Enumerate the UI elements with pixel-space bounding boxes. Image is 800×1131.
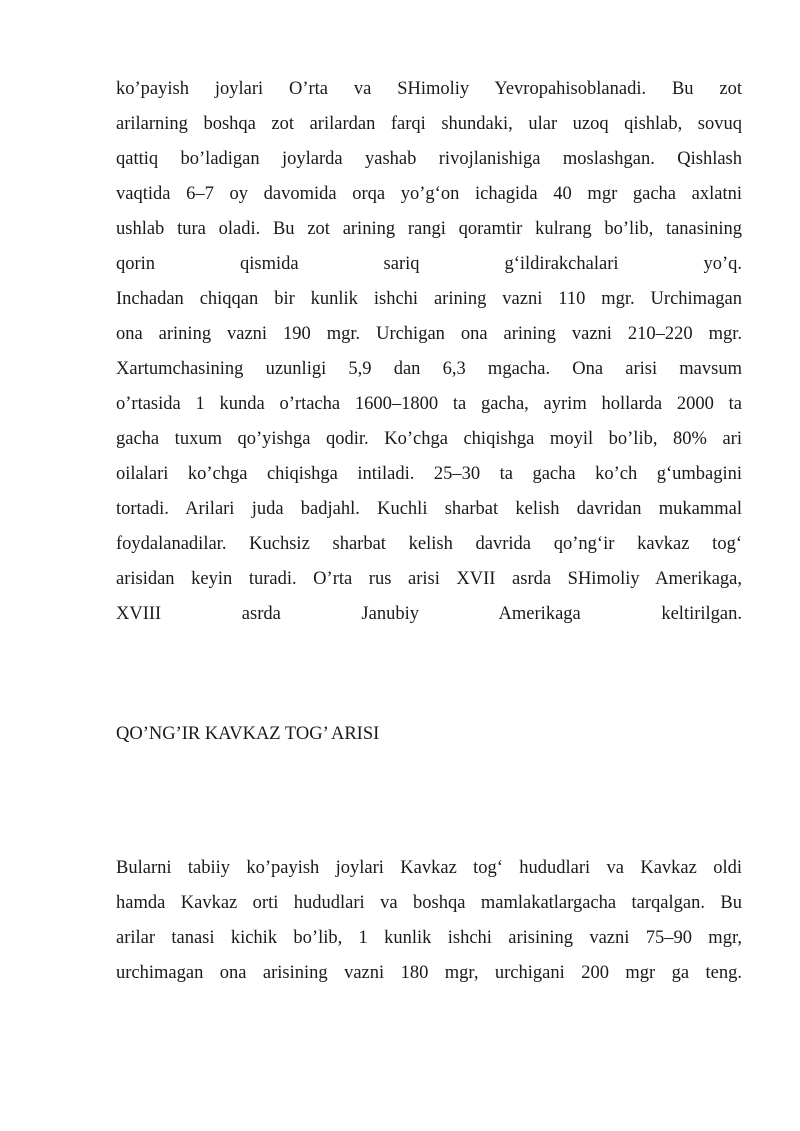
text-line: arilarning boshqa zot arilardan farqi shundaki, ular uzoq qishlab, sovuq [116, 114, 742, 134]
text-line: foydalanadilar. Kuchsiz sharbat kelish davrida qo’ng‘ir kavkaz tog‘ [116, 534, 742, 554]
paragraph-central-russian-bee [116, 72, 742, 632]
text-line: gacha tuxum qo’yishga qodir. Ko’chga chiqishga moyil bo’lib, 80% ari [116, 429, 742, 449]
text-line: arilar tanasi kichik bo’lib, 1 kunlik ishchi arisining vazni 75–90 mgr, [116, 928, 742, 948]
blank-space [116, 752, 742, 851]
text-line: Xartumchasining uzunligi 5,9 dan 6,3 mgacha. Ona arisi mavsum [116, 359, 742, 379]
text-line: arisidan keyin turadi. O’rta rus arisi XVII asrda SHimoliy Amerikaga, [116, 569, 742, 589]
text-line: qorin qismida sariq g‘ildirakchalari yo’q. [116, 254, 742, 274]
text-line: oilalari ko’chga chiqishga intiladi. 25–30 ta gacha ko’ch g‘umbagini [116, 464, 742, 484]
document-page [116, 72, 742, 991]
section-heading: QO’NG’IR KAVKAZ TOG’ ARISI [116, 724, 380, 744]
text-line: ko’payish joylari O’rta va SHimoliy Yevropahisoblanadi. Bu zot [116, 79, 742, 99]
blank-space [116, 632, 742, 717]
text-line: Inchadan chiqqan bir kunlik ishchi arining vazni 110 mgr. Urchimagan [116, 289, 742, 309]
paragraph-caucasian-bee [116, 851, 742, 991]
text-line: XVIII asrda Janubiy Amerikaga keltirilgan. [116, 604, 742, 624]
text-line: Bularni tabiiy ko’payish joylari Kavkaz tog‘ hududlari va Kavkaz oldi [116, 858, 742, 878]
text-line: vaqtida 6–7 oy davomida orqa yo’g‘on ichagida 40 mgr gacha axlatni [116, 184, 742, 204]
text-line: ushlab tura oladi. Bu zot arining rangi qoramtir kulrang bo’lib, tanasining [116, 219, 742, 239]
text-line: qattiq bo’ladigan joylarda yashab rivojlanishiga moslashgan. Qishlash [116, 149, 742, 169]
text-line: ona arining vazni 190 mgr. Urchigan ona arining vazni 210–220 mgr. [116, 324, 742, 344]
text-line: o’rtasida 1 kunda o’rtacha 1600–1800 ta gacha, ayrim hollarda 2000 ta [116, 394, 742, 414]
text-line: hamda Kavkaz orti hududlari va boshqa mamlakatlargacha tarqalgan. Bu [116, 893, 742, 913]
text-line: urchimagan ona arisining vazni 180 mgr, urchigani 200 mgr ga teng. [116, 963, 742, 983]
text-line: tortadi. Arilari juda badjahl. Kuchli sharbat kelish davridan mukammal [116, 499, 742, 519]
